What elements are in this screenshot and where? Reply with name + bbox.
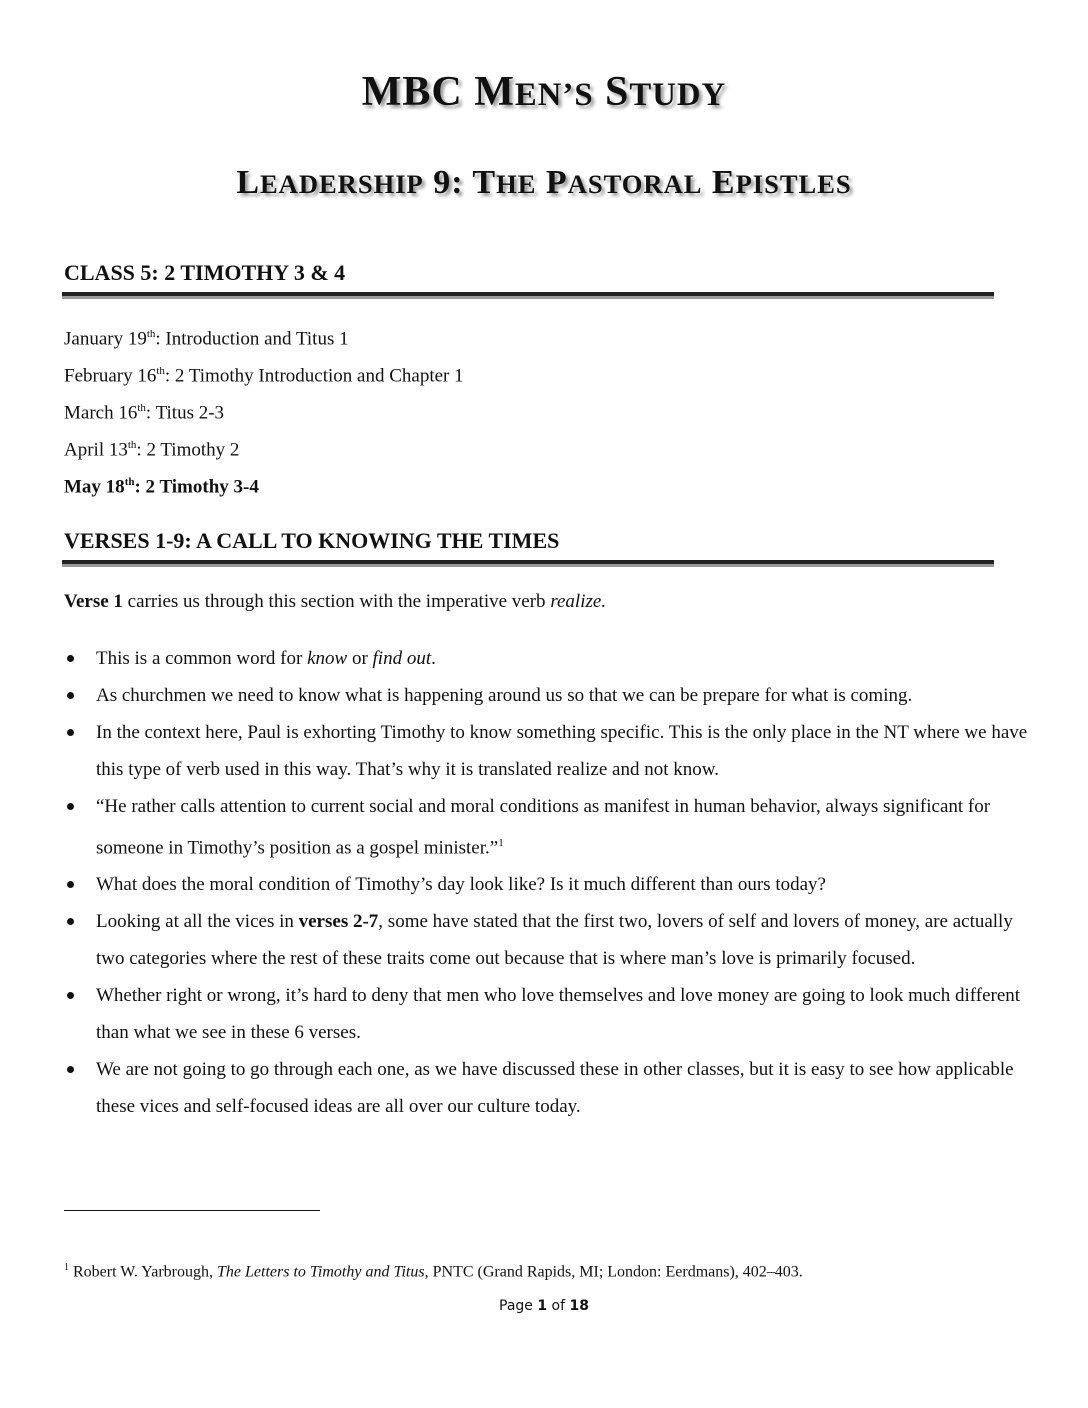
list-item: “He rather calls attention to current social and moral conditions as manifest in human behavior, always significant for someone in Timothy’s position as a gospel minister.”$^1$: [64, 788, 1044, 866]
schedule-item: February 16th: 2 Timothy Introduction and Chapter 1: [64, 365, 464, 387]
class-heading: CLASS 5: 2 TIMOTHY 3 & 4: [64, 260, 346, 285]
footnote-divider: [64, 1210, 320, 1211]
list-item: Whether right or wrong, it’s hard to deny that men who love themselves and love money are going to look much different than what we see in these 6 verses.: [64, 977, 1044, 1051]
bullet-icon: [67, 992, 74, 999]
list-item: This is a common word for know or find out.: [64, 640, 1044, 677]
bullet-icon: [67, 655, 74, 662]
schedule-item: March 16th: Titus 2-3: [64, 402, 225, 424]
list-item: Looking at all the vices in verses 2-7, some have stated that the first two, lovers of self and lovers of money, are actually two categories where the rest of these traits come out because that is where man’s love is primarily focused.: [64, 903, 1044, 977]
heading-rule: [62, 292, 994, 299]
section-heading: VERSES 1-9: A CALL TO KNOWING THE TIMES: [64, 528, 560, 553]
schedule-list: [64, 320, 464, 505]
bullet-icon: [67, 1066, 74, 1073]
bullet-icon: [67, 803, 74, 810]
section-rule: [62, 560, 994, 567]
schedule-item: January 19th: Introduction and Titus 1: [64, 328, 349, 350]
list-item: What does the moral condition of Timothy’s day look like? Is it much different than ours today?: [64, 866, 1044, 903]
document-subtitle: LEADERSHIP 9: THE PASTORAL EPISTLES: [236, 164, 852, 201]
page-number: Page 1 of 18: [499, 1298, 589, 1314]
footnote: $^1$ Robert W. Yarbrough, The Letters to Timothy and Titus, PNTC (Grand Rapids, MI; London: Eerdmans), 402–403.: [64, 1262, 803, 1281]
bullet-icon: [67, 729, 74, 736]
list-item: As churchmen we need to know what is happening around us so that we can be prepare for what is coming.: [64, 677, 1044, 714]
footnote-ref[interactable]: 1: [498, 837, 504, 849]
list-item: We are not going to go through each one, as we have discussed these in other classes, but it is easy to see how applicable these vices and self-focused ideas are all over our culture today.: [64, 1051, 1044, 1125]
schedule-item: April 13th: 2 Timothy 2: [64, 439, 240, 461]
bullet-icon: [67, 881, 74, 888]
bullet-icon: [67, 918, 74, 925]
document-title: MBC MEN’S STUDY: [361, 69, 727, 115]
intro-paragraph: Verse 1 carries us through this section with the imperative verb realize.: [64, 591, 607, 612]
bullet-icon: [67, 692, 74, 699]
bullet-list: [64, 640, 1044, 1125]
schedule-item-current: May 18th: 2 Timothy 3-4: [64, 476, 259, 498]
list-item: In the context here, Paul is exhorting Timothy to know something specific. This is the only place in the NT where we have this type of verb used in this way. That’s why it is translated realize and not know.: [64, 714, 1044, 788]
